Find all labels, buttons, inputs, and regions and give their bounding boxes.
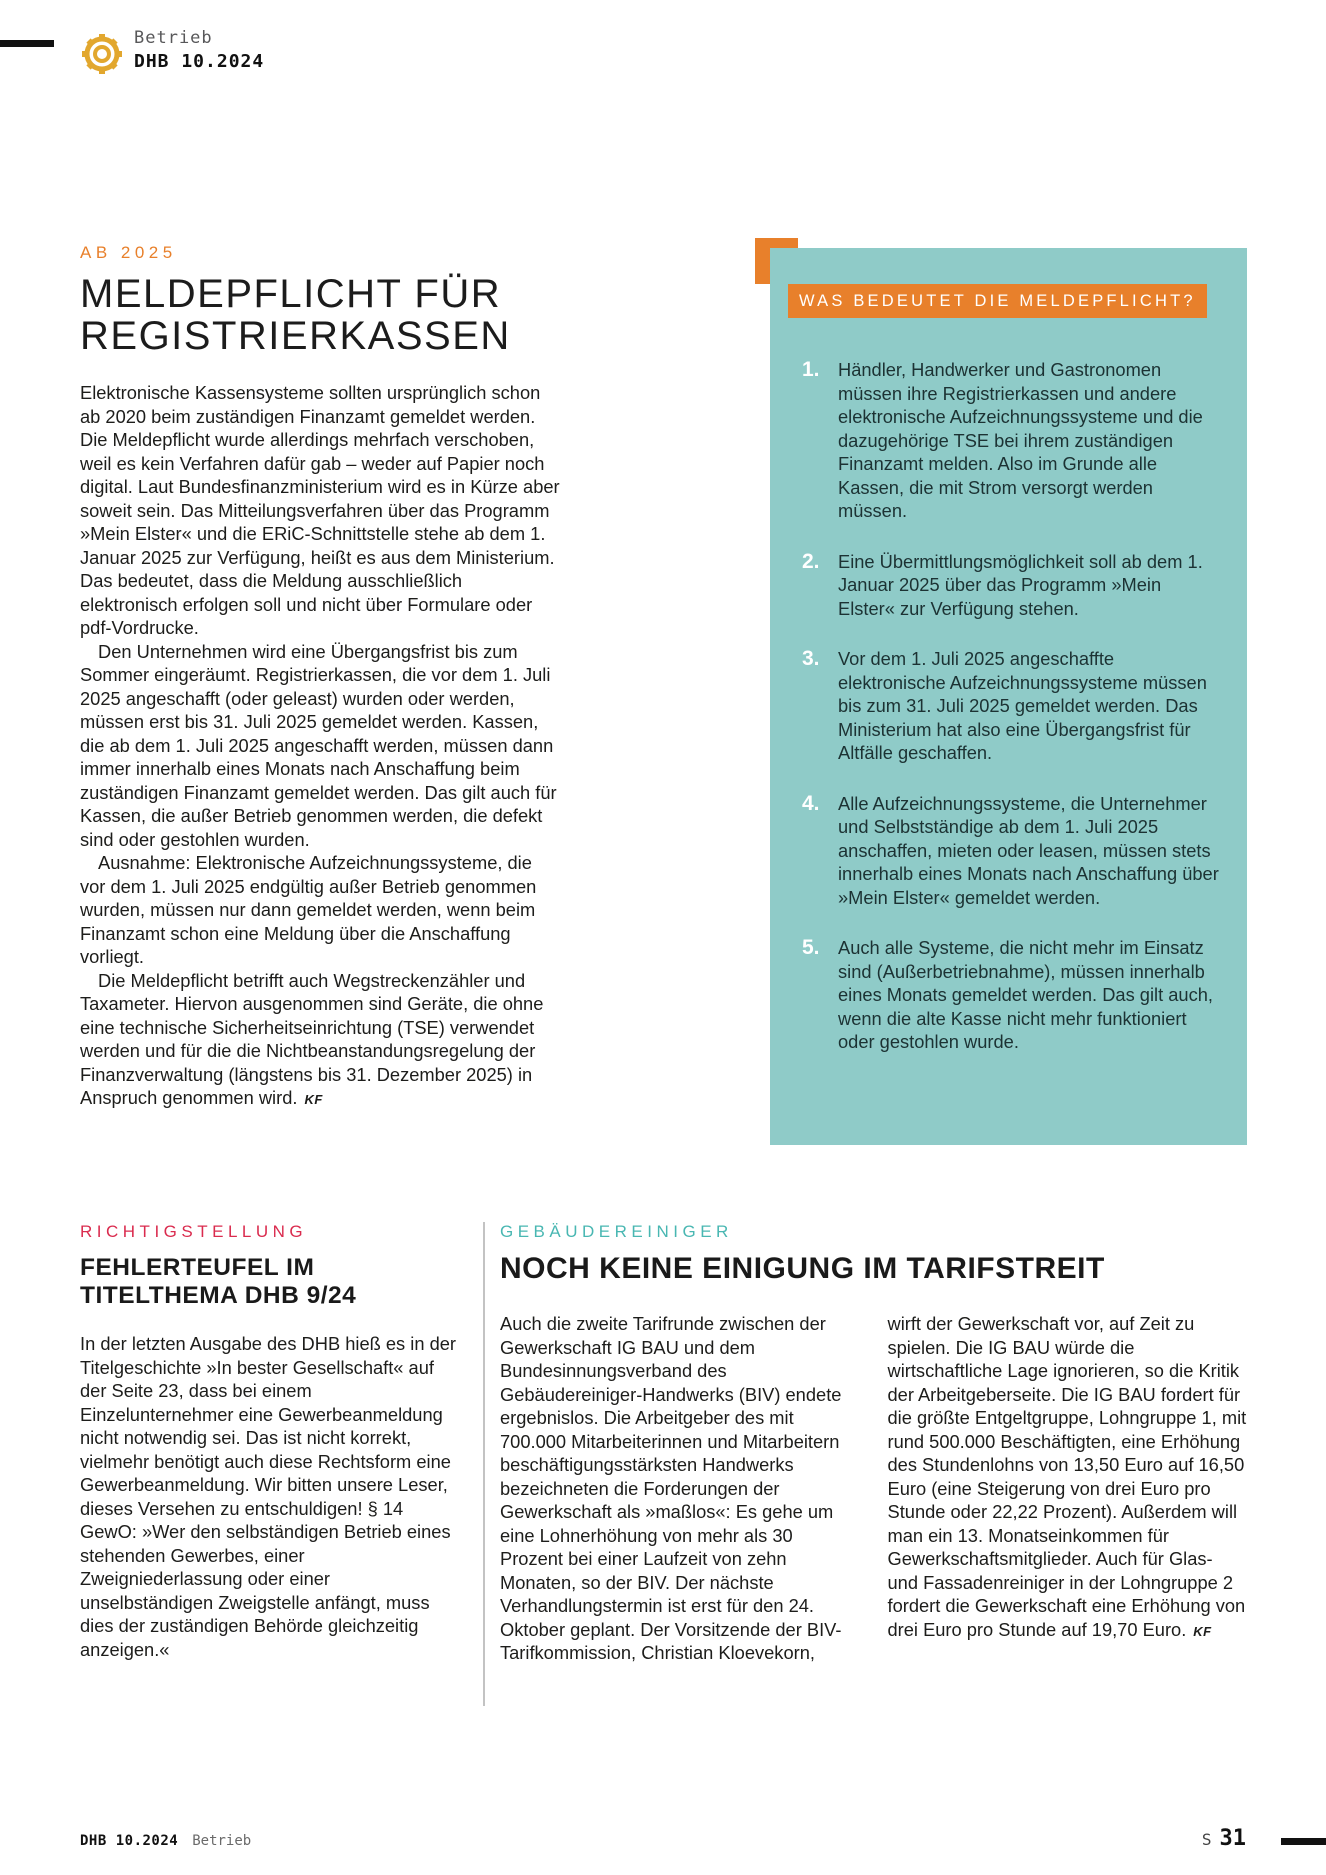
paragraph: Elektronische Kassensysteme sollten ursprünglich schon ab 2020 beim zuständigen Finanzamt gemeldet werden. Die Meldepflicht wurde allerdings mehrfach verschoben, weil es kein Verfahren dafür gab – weder auf Papier noch digital. Laut Bundesfinanzministerium wird es in Kürze aber soweit sein. Das Mitteilungsverfahren über das Programm »Mein Elster« und die ERiC-Schnittstelle stehe ab dem 1. Januar 2025 zur Verfügung, heißt es aus dem Ministerium. Das bedeutet, dass die Meldung ausschließlich elektronisch erfolgen soll und nicht über Formulare oder pdf-Vordrucke. [80, 382, 560, 638]
page-corner-rule [0, 40, 54, 47]
article-tarifstreit [500, 1222, 1247, 1665]
column-2 [888, 1312, 1248, 1665]
footer-page-num: 31 [1219, 1826, 1246, 1851]
gear-icon [80, 26, 124, 78]
item-number: 1. [802, 358, 820, 381]
author-initials: KF [304, 1092, 323, 1107]
infobox-item [802, 550, 1221, 621]
article-headline [80, 273, 562, 357]
item-text: Vor dem 1. Juli 2025 angeschaffte elektronische Aufzeichnungssysteme müssen bis zum 31. Juli 2025 gemeldet werden. Das Ministerium hat also eine Übergangsfrist für Altfälle geschaffen. [838, 648, 1207, 763]
infobox-title: WAS BEDEUTET DIE MELDEPFLICHT? [788, 284, 1207, 318]
author-initials: KF [1193, 1623, 1212, 1639]
article-meldepflicht [80, 243, 562, 1110]
article-kicker: AB 2025 [80, 243, 177, 262]
footer-left [80, 1833, 251, 1849]
item-number: 3. [802, 647, 820, 670]
column-divider [483, 1222, 485, 1706]
footer-category: Betrieb [192, 1833, 252, 1849]
article-body [80, 381, 562, 1110]
footer-edge-rule [1281, 1838, 1326, 1845]
item-number: 5. [802, 936, 820, 959]
column-1: Auch die zweite Tarifrunde zwischen der Gewerkschaft IG BAU und dem Bundesinnungsverband des Gebäudereiniger-Handwerks (BIV) endete ergebnislos. Die Arbeitgeber des mit 700.000 Mitarbeiterinnen und Mitarbeitern beschäftigungsstärksten Handwerks bezeichneten die Forderungen der Gewerkschaft als »maßlos«: Es gehe um eine Lohnerhöhung von mehr als 30 Prozent bei einer Laufzeit von zehn Monaten, so der BIV. Der nächste Verhandlungstermin ist erst für den 24. Oktober geplant. Der Vorsitzende der BIV-Tarifkommission, Christian Kloevekorn, [500, 1313, 842, 1663]
item-text: Alle Aufzeichnungssysteme, die Unternehmer und Selbstständige ab dem 1. Juli 2025 anschaffen, mieten oder leasen, müssen stets innerhalb eines Monats nach Anschaffung über »Mein Elster« gemeldet werden. [838, 792, 1219, 908]
paragraph: Den Unternehmen wird eine Übergangsfrist bis zum Sommer eingeräumt. Registrierkassen, die vor dem 1. Juli 2025 angeschafft (oder geleast) wurden oder werden, müssen erst bis 31. Juli 2025 gemeldet werden. Kassen, die ab dem 1. Juli 2025 angeschafft werden, müssen dann immer innerhalb eines Monats nach Anschaffung beim zuständigen Finanzamt gemeldet werden. Das gilt auch für Kassen, die außer Betrieb genommen werden, die defekt sind oder gestohlen wurden. [80, 640, 557, 850]
header-category: Betrieb [134, 28, 213, 48]
header-issue: DHB 10.2024 [134, 51, 265, 72]
footer-page-number [1150, 1826, 1246, 1851]
infobox-item [802, 358, 1221, 523]
paragraph: Ausnahme: Elektronische Aufzeichnungssysteme, die vor dem 1. Juli 2025 endgültig außer Betrieb genommen wurden, müssen nur dann gemeldet werden, wenn beim Finanzamt schon eine Meldung über die Anschaffung vorliegt. [80, 852, 537, 967]
infobox-list [788, 358, 1221, 1054]
article-headline: NOCH KEINE EINIGUNG IM TARIFSTREIT [500, 1252, 1105, 1285]
item-text: Händler, Handwerker und Gastronomen müssen ihre Registrierkassen und andere elektronische Aufzeichnungssysteme und die dazugehörige TSE bei ihrem zuständigen Finanzamt melden. Also im Grunde alle Kassen, die mit Strom versorgt werden müssen. [838, 359, 1203, 521]
article-kicker: RICHTIGSTELLUNG [80, 1222, 308, 1241]
infobox-item [802, 936, 1221, 1054]
article-columns [500, 1312, 1247, 1665]
footer-page-prefix: S [1201, 1830, 1212, 1849]
infobox-item [802, 647, 1221, 765]
footer-issue: DHB 10.2024 [80, 1833, 179, 1849]
infobox-item [802, 792, 1221, 910]
article-kicker: GEBÄUDEREINIGER [500, 1222, 733, 1241]
item-number: 4. [802, 791, 820, 815]
article-body: In der letzten Ausgabe des DHB hieß es in der Titelgeschichte »In bester Gesellschaft« auf der Seite 23, dass bei einem Einzelunternehmer eine Gewerbeanmeldung nicht notwendig sei. Das ist nicht korrekt, vielmehr benötigt auch diese Rechtsform eine Gewerbeanmeldung. Wir bitten unsere Leser, dieses Versehen zu entschuldigen! § 14 GewO: »Wer den selbständigen Betrieb eines stehenden Gewerbes, einer Zweigniederlassung oder einer unselbständigen Zweigstelle anfängt, muss dies der zuständigen Behörde gleichzeitig anzeigen.« [80, 1333, 456, 1660]
headline-line-1: FEHLERTEUFEL IM [80, 1254, 315, 1281]
column-2-text: wirft der Gewerkschaft vor, auf Zeit zu spielen. Die IG BAU würde die wirtschaftliche Lage ignorieren, so die Kritik der Arbeitgeberseite. Die IG BAU fordert für die größte Entgeltgruppe, Lohngruppe 1, mit rund 500.000 Beschäftigten, eine Erhöhung des Stundenlohns von 13,50 Euro auf 16,50 Euro (eine Steigerung von drei Euro pro Stunde oder 22,22 Prozent). Außerdem will man ein 13. Monatseinkommen für Gewerkschaftsmitglieder. Auch für Glas- und Fassadenreiniger in der Lohngruppe 2 fordert die Gewerkschaft eine Erhöhung von drei Euro pro Stunde auf 19,70 Euro. [887, 1313, 1247, 1640]
article-richtigstellung [80, 1222, 456, 1661]
item-text: Eine Übermittlungsmöglichkeit soll ab dem 1. Januar 2025 über das Programm »Mein Elster« zur Verfügung stehen. [838, 550, 1203, 619]
headline-line-1: MELDEPFLICHT FÜR [80, 272, 502, 316]
headline-line-2: REGISTRIERKASSEN [80, 314, 511, 358]
paragraph [80, 969, 562, 1110]
item-text: Auch alle Systeme, die nicht mehr im Einsatz sind (Außerbetriebnahme), müssen innerhalb eines Monats gemeldet werden. Das gilt auch, wenn die alte Kasse nicht mehr funktioniert oder gestohlen wurde. [838, 937, 1213, 1052]
infobox-meldepflicht [770, 248, 1247, 1145]
article-headline [80, 1254, 456, 1310]
item-number: 2. [802, 549, 820, 573]
headline-line-2: TITELTHEMA DHB 9/24 [80, 1282, 357, 1310]
paragraph-text: Die Meldepflicht betrifft auch Wegstreckenzähler und Taxameter. Hiervon ausgenommen sind Geräte, die ohne eine technische Sicherheitseinrichtung (TSE) verwendet werden und für die die Nichtbeanstandungsregelung der Finanzverwaltung (längstens bis 31. Dezember 2025) in Anspruch genommen wird. [80, 969, 544, 1108]
magazine-brand [80, 26, 264, 78]
